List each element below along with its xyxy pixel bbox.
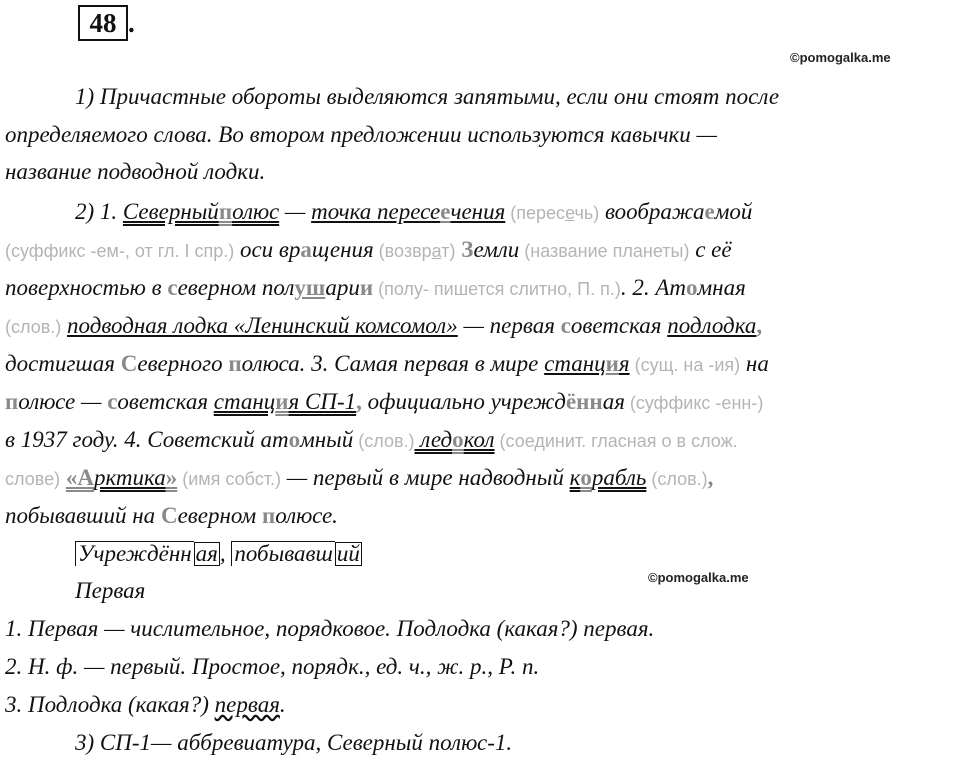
root-stem-1: Учреждённ [75, 541, 194, 566]
exercise-number-dot: . [128, 8, 135, 38]
watermark: ©pomogalka.me [648, 570, 749, 585]
parse-line-3: 3. Подлодка (какая?) первая. [5, 692, 286, 717]
p2-line-2: (суффикс -ем-, от гл. I спр.) оси вращения (возврат) Земли (название планеты) с её [5, 237, 732, 262]
watermark: ©pomogalka.me [790, 50, 891, 65]
ending-box-2: ий [336, 541, 360, 566]
p2-line-1: 2) 1. Северныйполюс — точка пересеечения (пересечь) воображаемой [75, 199, 753, 224]
p1-line-1: 1) Причастные обороты выделяются запятыми, если они стоят после [75, 84, 780, 109]
p1-line-3: название подводной лодки. [5, 159, 266, 184]
p2-line-8: слове) «Арктика» (имя собст.) — первый в мире надводный корабль (слов.), [5, 465, 714, 490]
p2-line-9: побывавший на Северном полюсе. [5, 503, 338, 528]
ending-box-1: ая [195, 541, 218, 566]
parse-title: Первая [75, 578, 146, 603]
p2-line-6: полюсе — советская станция СП-1, официально учреждённая (суффикс -енн-) [5, 389, 764, 414]
root-stem-2: побывавш [231, 541, 335, 566]
exercise-number: 48 [78, 5, 128, 41]
p2-line-4: (слов.) подводная лодка «Ленинский комсомол» — первая советская подлодка, [5, 313, 763, 338]
p1-line-2: определяемого слова. Во втором предложении используются кавычки — [5, 122, 718, 147]
p2-line-7: в 1937 году. 4. Советский атомный (слов.) ледокол (соединит. гласная о в слож. [5, 427, 738, 452]
p3-line-1: 3) СП-1— аббревиатура, Северный полюс-1. [75, 730, 513, 755]
p2-line-3: поверхностью в северном полушарии (полу- пишется слитно, П. п.). 2. Атомная [5, 275, 746, 300]
parse-line-1: 1. Первая — числительное, порядковое. Подлодка (какая?) первая. [5, 616, 655, 641]
morphemic-parsing: Учреждённ ая, побывавш ий [75, 537, 362, 571]
parse-line-2: 2. Н. ф. — первый. Простое, порядк., ед. ч., ж. р., Р. п. [5, 654, 540, 679]
p2-line-5: достигшая Северного полюса. 3. Самая первая в мире станция (сущ. на -ия) на [5, 351, 769, 376]
